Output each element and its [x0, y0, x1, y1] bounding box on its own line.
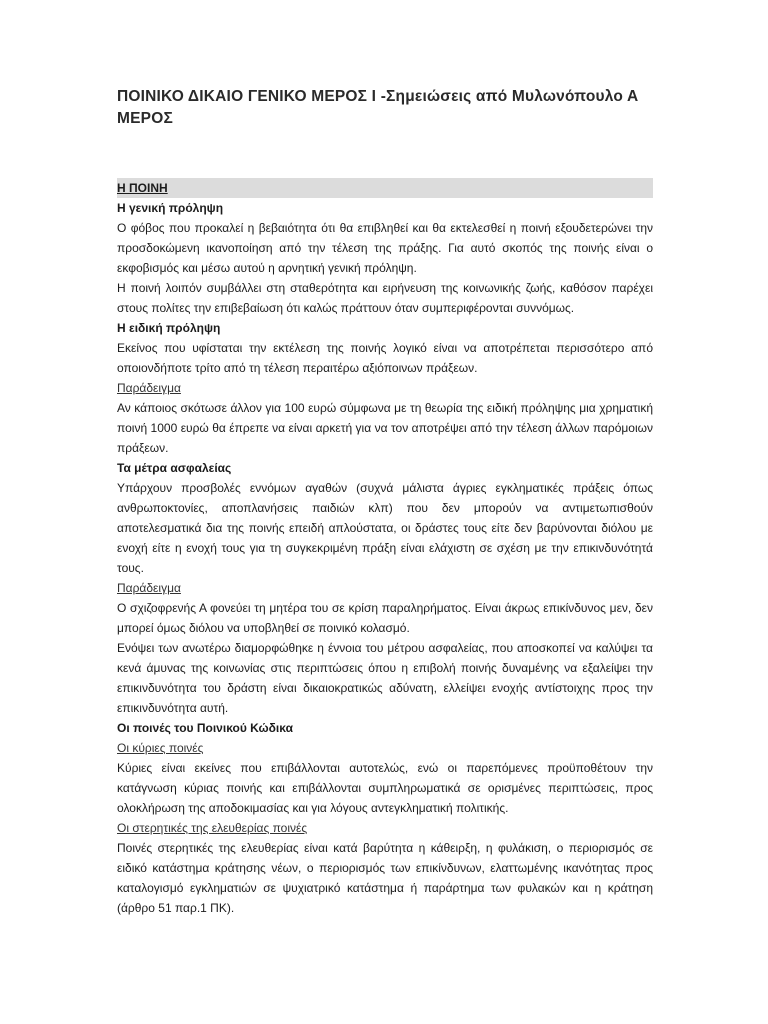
paragraph: Ο σχιζοφρενής Α φονεύει τη μητέρα του σε κρίση παραληρήματος. Είναι άκρως επικίνδυνος μεν, δεν μπορεί όμως διόλου να υποβληθεί σε ποινικό κολασμό. [117, 601, 653, 635]
subsection-heading: Τα μέτρα ασφαλείας [117, 461, 232, 475]
paragraph: Ενόψει των ανωτέρω διαμορφώθηκε η έννοια του μέτρου ασφαλείας, που αποσκοπεί να καλύψει τα κενά άμυνας της κοινωνίας στις περιπτώσεις όπου η επιβολή ποινής δυναμένης να εξαλείψει την επικινδυνότητα του δράστη είναι δικαιοκρατικώς αδύνατη, ελλείψει ενοχής αντίστοιχης προς την επικινδυνότητα αυτή. [117, 641, 653, 715]
paragraph: Η ποινή λοιπόν συμβάλλει στη σταθερότητα και ειρήνευση της κοινωνικής ζωής, καθόσον παρέχει στους πολίτες την επιβεβαίωση ότι καλώς πράττουν όταν συμπεριφέρονται συννόμως. [117, 281, 653, 315]
subsection-label: Οι στερητικές της ελευθερίας ποινές [117, 821, 308, 835]
paragraph: Ποινές στερητικές της ελευθερίας είναι κατά βαρύτητα η κάθειρξη, η φυλάκιση, ο περιορισμός σε ειδικό κατάστημα κράτησης νέων, ο περιορισμός των επικίνδυνων, ελαττωμένης ικανότητας προς καταλογισμό εγκληματιών σε ψυχιατρικό κατάστημα ή παράρτημα των φυλακών και η κράτηση (άρθρο 51 παρ.1 ΠΚ). [117, 841, 653, 915]
paragraph: Κύριες είναι εκείνες που επιβάλλονται αυτοτελώς, ενώ οι παρεπόμενες προϋποθέτουν την κατάγνωση κύριας ποινής και επιβάλλονται συμπληρωματικά σε ορισμένες περιπτώσεις, προς ολοκλήρωση της αποδοκιμασίας και για λόγους αντεγκληματική πολιτικής. [117, 761, 653, 815]
subsection-heading: Οι ποινές του Ποινικού Κώδικα [117, 721, 293, 735]
subsection-label: Οι κύριες ποινές [117, 741, 204, 755]
subsection-label: Παράδειγμα [117, 581, 181, 595]
section-header: Η ΠΟΙΝΗ [117, 178, 653, 198]
paragraph: Ο φόβος που προκαλεί η βεβαιότητα ότι θα επιβληθεί και θα εκτελεσθεί η ποινή εξουδετερώνει την προσδοκώμενη ικανοποίηση από την τέλεση της πράξης. Για αυτό σκοπός της ποινής είναι ο εκφοβισμός και μέσω αυτού η αρνητική γενική πρόληψη. [117, 221, 653, 275]
subsection-heading: Η γενική πρόληψη [117, 201, 224, 215]
subsection-label: Παράδειγμα [117, 381, 181, 395]
subsection-heading: Η ειδική πρόληψη [117, 321, 221, 335]
document-body [117, 198, 653, 918]
document-title: ΠΟΙΝΙΚΟ ΔΙΚΑΙΟ ΓΕΝΙΚΟ ΜΕΡΟΣ Ι -Σημειώσεις από Μυλωνόπουλο Α ΜΕΡΟΣ [117, 88, 639, 127]
paragraph: Υπάρχουν προσβολές εννόμων αγαθών (συχνά μάλιστα άγριες εγκληματικές πράξεις όπως ανθρωποκτονίες, αποπλανήσεις παιδιών κλπ) που δεν μπορούν να αντιμετωπισθούν αποτελεσματικά δια της ποινής επειδή απλούστατα, οι δράστες τους είτε δεν βαρύνονται διόλου με ενοχή είτε η ενοχή τους για τη συγκεκριμένη πράξη είναι ελάχιστη σε σχέση με την επικινδυνότητά τους. [117, 481, 653, 575]
paragraph: Αν κάποιος σκότωσε άλλον για 100 ευρώ σύμφωνα με τη θεωρία της ειδική πρόληψης μια χρηματική ποινή 1000 ευρώ θα έπρεπε να είναι αρκετή για να τον αποτρέψει από την τέλεση άλλων παρόμοιων πράξεων. [117, 401, 653, 455]
paragraph: Εκείνος που υφίσταται την εκτέλεση της ποινής λογικό είναι να αποτρέπεται περισσότερο από οποιονδήποτε τρίτο από τη τέλεση περαιτέρω αξιόποινων πράξεων. [117, 341, 653, 375]
document-page [117, 86, 653, 918]
